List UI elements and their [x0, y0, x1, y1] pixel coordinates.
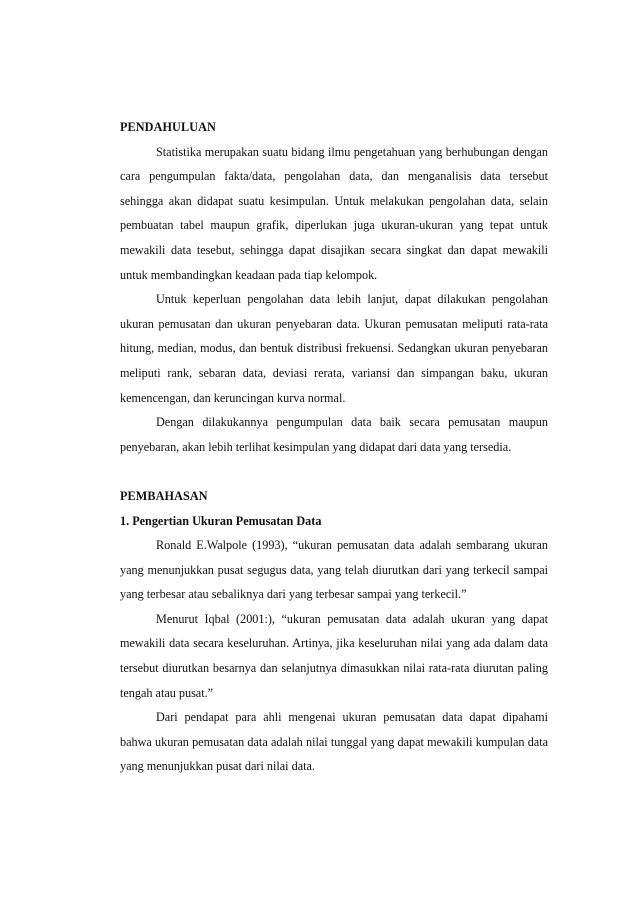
section-spacer	[120, 459, 548, 484]
paragraph: Dari pendapat para ahli mengenai ukuran pemusatan data dapat dipahami bahwa ukuran pemusatan data adalah nilai tunggal yang dapat mewakili kumpulan data yang menunjukkan pusat dari nilai data.	[120, 710, 548, 774]
subsection-heading: 1. Pengertian Ukuran Pemusatan Data	[120, 513, 322, 528]
paragraph: Untuk keperluan pengolahan data lebih lanjut, dapat dilakukan pengolahan ukuran pemusatan dan ukuran penyebaran data. Ukuran pemusatan meliputi rata-rata hitung, median, modus, dan bentuk distribusi frekuensi. Sedangkan ukuran penyebaran meliputi rank, sebaran data, deviasi rerata, variansi dan simpangan baku, ukuran kemencengan, dan keruncingan kurva normal.	[120, 292, 548, 405]
paragraph: Dengan dilakukannya pengumpulan data baik secara pemusatan maupun penyebaran, akan lebih terlihat kesimpulan yang didapat dari data yang tersedia.	[120, 415, 548, 454]
document-body	[120, 115, 548, 779]
section-heading-pendahuluan: PENDAHULUAN	[120, 120, 216, 134]
paragraph: Menurut Iqbal (2001:), “ukuran pemusatan data adalah ukuran yang dapat mewakili data secara keseluruhan. Artinya, jika keseluruhan nilai yang ada dalam data tersebut diurutkan besarnya dan selanjutnya dimasukkan nilai rata-rata diurutan paling tengah atau pusat.”	[120, 611, 548, 700]
paragraph: Ronald E.Walpole (1993), “ukuran pemusatan data adalah sembarang ukuran yang menunjukkan pusat segugus data, yang telah diurutkan dari yang terkecil sampai yang terbesar atau sebaliknya dari yang terbesar sampai yang terkecil.”	[120, 538, 548, 602]
paragraph: Statistika merupakan suatu bidang ilmu pengetahuan yang berhubungan dengan cara pengumpulan fakta/data, pengolahan data, dan menganalisis data tersebut sehingga akan didapat suatu kesimpulan. Untuk melakukan pengolahan data, selain pembuatan tabel maupun grafik, diperlukan juga ukuran-ukuran yang tepat untuk mewakili data tesebut, sehingga dapat disajikan secara singkat dan dapat mewakili untuk membandingkan keadaan pada tiap kelompok.	[120, 144, 548, 282]
section-heading-pembahasan: PEMBAHASAN	[120, 488, 208, 503]
